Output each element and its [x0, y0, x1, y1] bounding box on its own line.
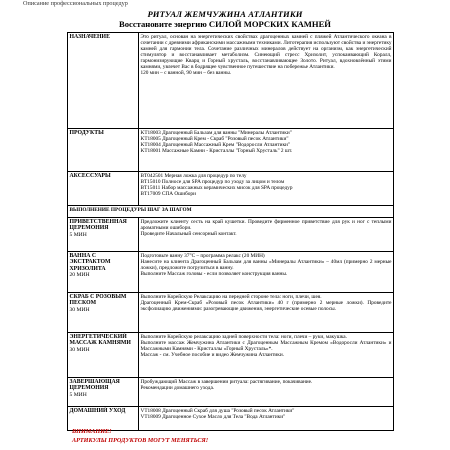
step-label-cell	[68, 218, 139, 252]
step-line: Выполните Массаж головы - если позволяет конструкция ванны.	[140, 270, 288, 277]
step-line: Предложите клиенту сесть на край кушетки. Проведите фирменное приветствие для рук и ног с теплыми ароматными ошибори.	[140, 218, 392, 231]
step-line: Рекомендации домашнего ухода.	[140, 384, 215, 391]
step-label: ЭНЕРГЕТИЧЕСКИЙ МАССАЖ КАМНЯМИ	[69, 333, 131, 347]
row-step	[68, 378, 394, 407]
warning-title: ВНИМАНИЕ!	[72, 428, 112, 435]
document-note: Описание профессиональных процедур	[23, 0, 128, 7]
document-subtitle: Восстановите энергию СИЛОЙ МОРСКИХ КАМНЕЙ	[118, 19, 331, 29]
homecare-label-cell	[68, 407, 139, 431]
purpose-label-cell	[68, 33, 139, 129]
homecare-label: ДОМАШНИЙ УХОД	[69, 407, 126, 414]
row-step	[68, 293, 394, 333]
row-section-title	[68, 206, 394, 218]
purpose-text: Это ритуал, основан на энергетических свойствах драгоценных камней с пляжей Атлантического океана в сочетании с древними африканскими массажными техниками. Литотерапия используют свойства и энергетику камней для гармонии тела. Сочетание различных минералов действует на организм, как энергетический стимулятор и восстанавливает метаболизм. Синеющий стресс Хризолит, успокаивающий Коралл, гармонизирующие Кварц и Горный хрусталь, восстанавливающее Золото. Ритуал, вдохновлённый этими камнями, увлечет Вас в бодрящее чувственное путешествие на побережье Атлантики.	[140, 33, 392, 70]
accessories-label-cell	[68, 172, 139, 206]
step-label: ВАННА С ЭКСТРАКТОМ ХРИЗОЛИТА	[69, 252, 111, 272]
step-line: Драгоценный Крем-Скраб «Розовый песок Атлантики» 40 г (примерно 2 мерные ложки). Проведите эксфолиацию движениями: разогревающие движения, энергетические осевые полосы.	[140, 299, 392, 312]
accessory-item: BT17009 СПА Ошибори	[140, 190, 196, 197]
step-line: Проведите Начальный сенсорный контакт.	[140, 230, 237, 237]
product-item: KT18004 Драгоценный Массажный Крем "Водоросли Атлантики"	[140, 141, 291, 148]
step-line: Выполните Корейскую релаксацию задней поверхности тела: ноги, плечи – руки, макушка.	[140, 333, 347, 340]
accessories-content-cell	[139, 172, 394, 206]
step-line: Подготовьте ванну 37°С – программа релакс (20 МИН)	[140, 252, 265, 259]
step-line: Пробуждающий Массаж в завершении ритуала: растягивание, покачивание.	[140, 378, 313, 385]
row-products	[68, 129, 394, 172]
procedure-table	[67, 32, 394, 431]
homecare-content-cell	[139, 407, 394, 431]
document-title: РИТУАЛ ЖЕМЧУЖИНА АТЛАНТИКИ	[147, 9, 303, 19]
step-time: 5 МИН	[69, 231, 87, 238]
step-line: Массаж - см. Учебное пособие и видео Жемчужина Атлантики.	[140, 351, 284, 358]
step-line: Выполните Корейскую Релаксацию на передней стороне тела: ноги, плечи, шея.	[140, 293, 322, 300]
accessory-item: BT042501 Мерная ложка для процедур по телу	[140, 172, 247, 179]
step-label: ЗАВЕРШАЮЩАЯ ЦЕРЕМОНИЯ	[69, 378, 120, 392]
step-label: СКРАБ С РОЗОВЫМ ПЕСКОМ	[69, 293, 127, 307]
step-content-cell	[139, 252, 394, 293]
row-homecare	[68, 407, 394, 431]
step-content-cell	[139, 293, 394, 333]
step-label-cell	[68, 378, 139, 407]
purpose-label: НАЗНАЧЕНИЕ	[69, 33, 110, 40]
step-time: 30 МИН	[69, 306, 90, 313]
row-step	[68, 252, 394, 293]
purpose-duration: 120 мин – с ванной, 90 мин – без ванны.	[140, 69, 232, 76]
accessory-item: BT15011 Набор массажных керамических мисок для SPA процедур	[140, 184, 293, 191]
step-label-cell	[68, 293, 139, 333]
step-line: Выполните массаж Жемчужина Атлантики с Драгоценным Массажным Кремом «Водоросли Атлантики» и Массажными Камнями - Кристаллы «Горный Хрусталь»*.	[140, 339, 392, 352]
step-line: Нанесите на клиента Драгоценный Бальзам для ванны «Минералы Атлантики» – 40мл (примерно 2 мерные ложки), предложите погрузиться в ванну.	[140, 258, 392, 271]
step-content-cell	[139, 218, 394, 252]
step-label: ПРИВЕТСТВЕННАЯ ЦЕРЕМОНИЯ	[69, 218, 127, 232]
section-title: ВЫПОЛНЕНИЕ ПРОЦЕДУРЫ ШАГ ЗА ШАГОМ	[68, 206, 394, 218]
step-content-cell	[139, 333, 394, 378]
accessories-label: АКСЕССУАРЫ	[69, 172, 111, 179]
step-content-cell	[139, 378, 394, 407]
warning-text: АРТИКУЛЫ ПРОДУКТОВ МОГУТ МЕНЯТЬСЯ!	[72, 437, 209, 444]
step-label-cell	[68, 333, 139, 378]
product-item: KT18003 Драгоценный Бальзам для ванны "Минералы Атлантики"	[140, 129, 292, 136]
step-label-cell	[68, 252, 139, 293]
purpose-content-cell	[139, 33, 394, 129]
products-content-cell	[139, 129, 394, 172]
homecare-item: VT18008 Драгоценный Скраб для душа "Розовый песок Атлантики"	[140, 407, 295, 414]
accessory-item: BT15010 Полносе для SPA процедур по уходу за лицом и телом	[140, 178, 285, 185]
step-time: 20 МИН	[69, 272, 90, 279]
products-label: ПРОДУКТЫ	[69, 129, 104, 136]
step-time: 5 МИН	[69, 391, 87, 398]
homecare-item: VT18009 Драгоценное Сухое Масло для Тела "Вода Атлантики"	[140, 413, 286, 420]
step-time: 30 МИН	[69, 346, 90, 353]
row-step	[68, 218, 394, 252]
row-purpose	[68, 33, 394, 129]
row-accessories	[68, 172, 394, 206]
row-step	[68, 333, 394, 378]
product-item: KT18005 Драгоценный Крем - Скраб "Розовый песок Атлантики"	[140, 135, 289, 142]
products-label-cell	[68, 129, 139, 172]
product-item: KT18001 Массажные Камни - Кристаллы "Горный Хрусталь" 2 шт.	[140, 147, 293, 154]
